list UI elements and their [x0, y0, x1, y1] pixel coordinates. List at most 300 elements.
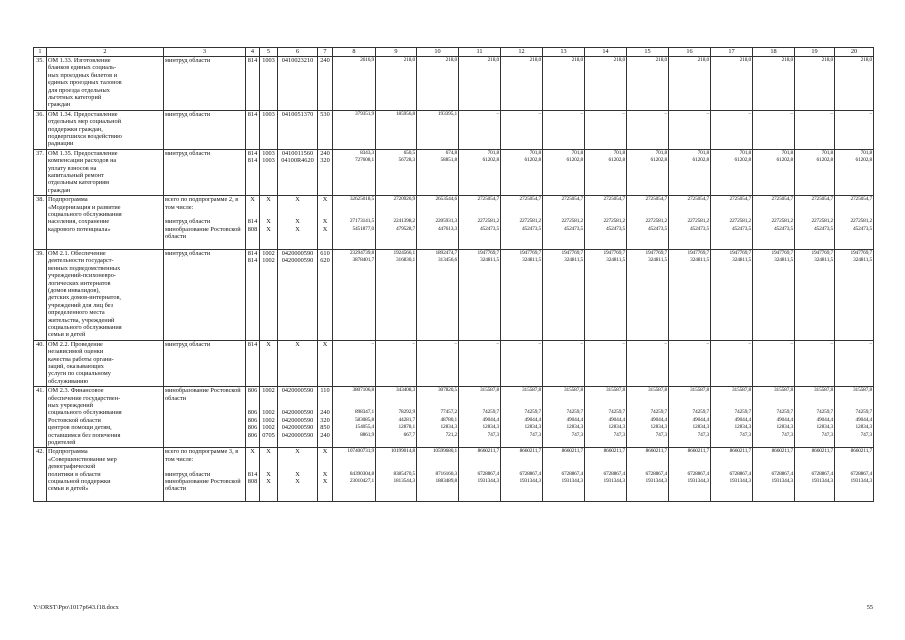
- column-header-14: 14: [585, 48, 627, 57]
- amount-value: 2272581,2: [645, 218, 667, 225]
- amount-value: 324811,5: [606, 257, 625, 264]
- amount-value: 324811,5: [648, 257, 667, 264]
- amount-value: 12834,3: [855, 424, 872, 431]
- row-number-text: 35.: [36, 57, 44, 64]
- amount-value: 218,0: [487, 57, 499, 63]
- code-value: X: [266, 340, 271, 348]
- amount-value: 1931344,3: [771, 477, 793, 484]
- measure-name-line: бланков единых социаль-: [48, 64, 117, 72]
- amount-value: 1931344,3: [477, 477, 499, 484]
- measure-name-line: демографической: [48, 463, 96, 471]
- amount-value: 218,0: [445, 57, 457, 63]
- amount-value: 193395,1: [437, 110, 457, 117]
- amount-value: 479528,7: [395, 225, 415, 232]
- code-value: 814: [247, 157, 258, 165]
- code-c5: [260, 249, 278, 340]
- measure-name: [47, 340, 164, 386]
- amount-value: 701,8: [487, 149, 499, 156]
- amount-value: 674,8: [445, 149, 457, 156]
- amount-value: 74259,7: [692, 409, 709, 416]
- column-header-10: 10: [417, 48, 459, 57]
- code-value: X: [295, 477, 300, 485]
- amount-value: 61202,8: [482, 157, 499, 164]
- amount-col-11: [459, 387, 501, 448]
- table-row: [34, 448, 874, 502]
- executor-text: минобразование Ростовской области: [165, 387, 241, 402]
- amount-col-14: [585, 57, 627, 111]
- code-value: 1003: [262, 57, 275, 64]
- measure-name-line: «Совершенствование мер: [48, 455, 117, 463]
- code-c5: [260, 57, 278, 111]
- amount-col-20: [835, 340, 874, 386]
- amount-col-11: [459, 196, 501, 250]
- amount-value: 49044,4: [855, 416, 872, 423]
- code-value: 814: [247, 249, 258, 257]
- row-number: [34, 387, 47, 448]
- executor-text: минтруд области: [165, 249, 211, 257]
- code-c5: [260, 110, 278, 149]
- amount-col-9: [376, 387, 417, 448]
- code-value: X: [295, 448, 300, 456]
- executor-text: всего по подпрограмме 2, в том числе:: [165, 196, 239, 211]
- amount-value: 324811,5: [522, 257, 541, 264]
- amount-value: –: [664, 110, 667, 117]
- amount-col-15: [627, 340, 669, 386]
- executor-text: минобразование Ростовской области: [165, 477, 241, 493]
- table-row: [34, 196, 874, 250]
- amount-col-20: [835, 249, 874, 340]
- executor: [164, 110, 246, 149]
- code-value: X: [295, 218, 300, 226]
- amount-value: 23294739,8: [349, 249, 374, 256]
- executor-text: минтруд области: [165, 57, 211, 64]
- amount-value: 6728867,4: [771, 470, 793, 477]
- measure-name: [47, 196, 164, 250]
- executor-text: минобразование Ростовской области: [165, 225, 241, 241]
- amount-value: 49044,4: [692, 416, 709, 423]
- amount-value: 1947769,7: [645, 249, 667, 256]
- amount-value: 701,8: [821, 149, 833, 156]
- code-value: 0410051370: [281, 110, 314, 118]
- code-value: 0420000590: [281, 257, 314, 265]
- amount-value: 107400731,9: [347, 448, 374, 455]
- amount-value: 315587,8: [479, 387, 499, 394]
- amount-value: 218,0: [739, 57, 751, 63]
- amount-value: 74259,7: [855, 409, 872, 416]
- amount-col-17: [711, 249, 753, 340]
- amount-col-12: [501, 249, 543, 340]
- amount-value: 315587,8: [731, 387, 751, 394]
- code-value: 1003: [262, 157, 275, 165]
- amount-value: 2725054,7: [850, 196, 872, 203]
- measure-name-line: капитальный ремонт: [48, 171, 104, 179]
- amount-value: 747,3: [529, 431, 541, 438]
- amount-value: 218,0: [781, 57, 793, 63]
- measure-name-line: определенного места: [48, 309, 105, 317]
- amount-col-15: [627, 196, 669, 250]
- column-number-header: [34, 48, 874, 57]
- amount-value: –: [412, 340, 415, 347]
- amount-col-14: [585, 110, 627, 149]
- measure-name-line: учреждений-психоневро-: [48, 272, 116, 280]
- code-c6: [278, 196, 318, 250]
- measure-name-line: родителей: [48, 438, 76, 446]
- measure-name-line: «Модернизация и развитие: [48, 203, 121, 211]
- amount-value: 12834,3: [482, 424, 499, 431]
- row-number-text: 38.: [36, 196, 44, 204]
- amount-value: 49044,4: [482, 416, 499, 423]
- measure-name-line: кадрового потенциала»: [48, 225, 111, 233]
- amount-value: 1931344,3: [687, 477, 709, 484]
- amount-value: 1947769,7: [519, 249, 541, 256]
- executor-text: всего по подпрограмме 3, в том числе:: [165, 448, 239, 463]
- amount-col-20: [835, 196, 874, 250]
- amount-value: 315587,8: [647, 387, 667, 394]
- amount-value: 315587,8: [852, 387, 872, 394]
- amount-value: 315587,8: [605, 387, 625, 394]
- code-c4: [246, 387, 260, 448]
- amount-value: 324811,5: [814, 257, 833, 264]
- column-header-18: 18: [753, 48, 795, 57]
- amount-value: 8660211,7: [811, 448, 833, 455]
- amount-col-9: [376, 57, 417, 111]
- amount-value: 8660211,7: [771, 448, 793, 455]
- amount-value: 6728867,4: [477, 470, 499, 477]
- code-value: 806: [247, 387, 258, 395]
- code-value: 1002: [262, 409, 275, 417]
- amount-value: 2725054,7: [729, 196, 751, 203]
- budget-table-container: [33, 47, 873, 502]
- amount-col-12: [501, 387, 543, 448]
- amount-value: 12834,3: [776, 424, 793, 431]
- amount-value: 701,8: [613, 149, 625, 156]
- amount-value: 74259,7: [776, 409, 793, 416]
- code-c4: [246, 149, 260, 195]
- amount-value: 218,0: [697, 57, 709, 63]
- code-value: 1002: [262, 249, 275, 257]
- code-value: X: [322, 470, 328, 478]
- code-value: 0420000590: [281, 424, 314, 432]
- code-value: X: [266, 470, 271, 478]
- amount-value: 701,8: [655, 149, 667, 156]
- amount-value: 1931344,3: [811, 477, 833, 484]
- amount-value: 701,8: [781, 149, 793, 156]
- code-value: X: [295, 196, 300, 204]
- amount-value: 324811,5: [564, 257, 583, 264]
- amount-value: 6728867,4: [811, 470, 833, 477]
- code-c7: [318, 57, 333, 111]
- table-row: [34, 149, 874, 195]
- amount-col-9: [376, 149, 417, 195]
- amount-value: 324811,5: [480, 257, 499, 264]
- measure-name-line: поддержки граждан,: [48, 125, 103, 133]
- amount-col-14: [585, 196, 627, 250]
- amount-value: –: [454, 340, 457, 347]
- code-value: 530: [320, 110, 330, 118]
- code-c4: [246, 110, 260, 149]
- amount-value: 12834,3: [734, 424, 751, 431]
- code-value: X: [295, 225, 300, 233]
- amount-value: 315587,8: [563, 387, 583, 394]
- code-c6: [278, 448, 318, 502]
- column-header-13: 13: [543, 48, 585, 57]
- amount-col-19: [795, 249, 835, 340]
- amount-value: 343408,3: [395, 387, 415, 394]
- amount-col-13: [543, 149, 585, 195]
- amount-col-20: [835, 57, 874, 111]
- amount-col-18: [753, 249, 795, 340]
- measure-name: [47, 387, 164, 448]
- code-c6: [278, 340, 318, 386]
- amount-value: 12834,3: [440, 424, 457, 431]
- code-c6: [278, 387, 318, 448]
- amount-value: –: [830, 340, 833, 347]
- code-value: 814: [247, 57, 258, 64]
- amount-value: 218,0: [529, 57, 541, 63]
- amount-value: 6728867,4: [850, 470, 872, 477]
- amount-value: 12834,3: [566, 424, 583, 431]
- column-header-4: 4: [246, 48, 260, 57]
- amount-value: 8660211,7: [850, 448, 872, 455]
- amount-col-19: [795, 149, 835, 195]
- amount-value: 218,0: [821, 57, 833, 63]
- column-header-1: 1: [34, 48, 47, 57]
- column-header-3: 3: [164, 48, 246, 57]
- row-number: [34, 149, 47, 195]
- amount-col-20: [835, 110, 874, 149]
- code-value: 320: [320, 416, 330, 424]
- amount-value: 56728,3: [398, 157, 415, 164]
- code-value: X: [250, 196, 255, 204]
- amount-value: –: [790, 340, 793, 347]
- amount-col-10: [417, 57, 459, 111]
- code-value: 0410011560: [281, 149, 314, 157]
- amount-value: 6728867,4: [729, 470, 751, 477]
- row-number-text: 41.: [36, 387, 44, 395]
- executor: [164, 196, 246, 250]
- executor: [164, 448, 246, 502]
- measure-name-line: социальной поддержки: [48, 477, 111, 485]
- measure-name-line: Ростовской области: [48, 416, 101, 424]
- code-value: X: [322, 225, 328, 233]
- code-value: 0420000590: [281, 416, 314, 424]
- amount-value: 747,3: [860, 431, 872, 438]
- code-value: 808: [247, 477, 258, 485]
- column-header-8: 8: [333, 48, 376, 57]
- amount-value: 2725054,7: [687, 196, 709, 203]
- measure-name-line: граждан: [48, 186, 71, 194]
- amount-value: –: [580, 110, 583, 117]
- amount-value: 77457,2: [440, 409, 457, 416]
- amount-value: 324811,5: [732, 257, 751, 264]
- amount-value: 701,8: [697, 149, 709, 156]
- amount-col-11: [459, 149, 501, 195]
- amount-value: 61202,8: [855, 157, 872, 164]
- amount-value: –: [748, 340, 751, 347]
- measure-name-line: подвергшихся воздействию: [48, 132, 122, 140]
- measure-name-line: обеспечение государствен-: [48, 394, 121, 402]
- amount-value: 154055,4: [354, 424, 374, 431]
- code-value: 320: [320, 157, 330, 165]
- amount-value: –: [371, 340, 374, 347]
- amount-col-10: [417, 387, 459, 448]
- code-c7: [318, 196, 333, 250]
- amount-value: 452473,5: [773, 225, 793, 232]
- column-header-17: 17: [711, 48, 753, 57]
- amount-col-18: [753, 149, 795, 195]
- amount-value: 185956,8: [395, 110, 415, 117]
- amount-col-10: [417, 448, 459, 502]
- code-c6: [278, 149, 318, 195]
- amount-value: 2653544,6: [435, 196, 457, 203]
- executor-text: [165, 409, 244, 416]
- amount-col-8: [333, 448, 376, 502]
- executor-text: [165, 417, 244, 424]
- amount-col-8: [333, 110, 376, 149]
- amount-value: 452473,5: [731, 225, 751, 232]
- measure-name-line: компенсации расходов на: [48, 157, 117, 165]
- amount-value: –: [830, 110, 833, 117]
- amount-value: 747,3: [655, 431, 667, 438]
- table-row: [34, 57, 874, 111]
- amount-col-9: [376, 340, 417, 386]
- amount-value: –: [496, 340, 499, 347]
- amount-value: 2725054,7: [519, 196, 541, 203]
- measure-name: [47, 448, 164, 502]
- amount-value: 1947769,7: [603, 249, 625, 256]
- measure-name-line: деятельности государст-: [48, 257, 114, 265]
- code-value: 806: [247, 431, 258, 439]
- amount-col-14: [585, 387, 627, 448]
- amount-value: 1947769,7: [561, 249, 583, 256]
- amount-col-16: [669, 57, 711, 111]
- amount-value: 747,3: [571, 431, 583, 438]
- amount-value: 8660211,7: [687, 448, 709, 455]
- amount-value: –: [748, 110, 751, 117]
- executor: [164, 387, 246, 448]
- amount-value: 6728867,4: [603, 470, 625, 477]
- code-c4: [246, 249, 260, 340]
- measure-name-line: ОМ 1.35. Предоставление: [48, 149, 118, 157]
- code-value: 1003: [262, 110, 275, 118]
- measure-name-line: жительства, учреждений: [48, 316, 115, 324]
- budget-table: [33, 47, 874, 502]
- amount-value: 747,3: [613, 431, 625, 438]
- executor-text: [165, 424, 244, 431]
- amount-value: 12878,1: [398, 424, 415, 431]
- amount-value: 747,3: [697, 431, 709, 438]
- code-value: 240: [320, 57, 330, 64]
- code-value: 1002: [262, 416, 275, 424]
- code-c7: [318, 149, 333, 195]
- code-value: 0705: [262, 431, 275, 439]
- amount-col-13: [543, 110, 585, 149]
- measure-name-line: услуги по социальному: [48, 370, 111, 378]
- row-number-text: 36.: [36, 110, 44, 118]
- measure-name-line: (домов инвалидов),: [48, 286, 100, 294]
- amount-value: 3878401,7: [352, 257, 374, 264]
- code-c7: [318, 387, 333, 448]
- amount-value: 27173141,5: [349, 218, 374, 225]
- executor: [164, 57, 246, 111]
- amount-col-13: [543, 448, 585, 502]
- amount-value: 49044,4: [566, 416, 583, 423]
- measure-name: [47, 149, 164, 195]
- amount-value: 701,8: [739, 149, 751, 156]
- amount-value: 8660211,7: [477, 448, 499, 455]
- amount-value: 2272581,2: [561, 218, 583, 225]
- amount-value: 701,8: [571, 149, 583, 156]
- amount-col-16: [669, 110, 711, 149]
- code-value: 814: [247, 218, 258, 226]
- measure-name-line: качества работы органи-: [48, 355, 114, 363]
- amount-value: 1947769,7: [729, 249, 751, 256]
- amount-col-12: [501, 448, 543, 502]
- row-number: [34, 448, 47, 502]
- amount-value: 49044,4: [734, 416, 751, 423]
- amount-value: –: [790, 110, 793, 117]
- amount-value: 58851,8: [440, 157, 457, 164]
- amount-value: 747,3: [487, 431, 499, 438]
- amount-value: 721,2: [445, 431, 457, 438]
- amount-value: 74259,7: [482, 409, 499, 416]
- table-row: [34, 249, 874, 340]
- measure-name-line: ных учреждений: [48, 401, 94, 409]
- row-number-text: 39.: [36, 249, 44, 257]
- code-value: X: [266, 448, 271, 456]
- amount-value: –: [538, 340, 541, 347]
- amount-col-17: [711, 196, 753, 250]
- amount-col-15: [627, 149, 669, 195]
- amount-value: –: [664, 340, 667, 347]
- amount-value: 74259,7: [816, 409, 833, 416]
- amount-value: 2272581,2: [687, 218, 709, 225]
- table-row: [34, 110, 874, 149]
- amount-col-17: [711, 448, 753, 502]
- amount-value: 12834,3: [608, 424, 625, 431]
- column-header-2: 2: [47, 48, 164, 57]
- row-number: [34, 340, 47, 386]
- amount-value: 2725054,7: [645, 196, 667, 203]
- amount-col-16: [669, 340, 711, 386]
- amount-col-10: [417, 340, 459, 386]
- measure-name-line: для проезда отдельных: [48, 86, 110, 94]
- executor: [164, 340, 246, 386]
- code-c6: [278, 57, 318, 111]
- amount-value: 61202,8: [776, 157, 793, 164]
- amount-value: 8343,3: [360, 149, 374, 156]
- amount-value: 667,7: [403, 431, 415, 438]
- measure-name-line: льготных категорий: [48, 93, 102, 101]
- executor-text: минтруд области: [165, 110, 211, 118]
- code-c5: [260, 340, 278, 386]
- amount-col-15: [627, 57, 669, 111]
- measure-name-line: венных подведомственных: [48, 264, 121, 272]
- code-value: 1002: [262, 387, 275, 395]
- amount-value: 315587,8: [689, 387, 709, 394]
- amount-col-9: [376, 448, 417, 502]
- code-value: 0420000590: [281, 249, 314, 257]
- amount-value: 6728867,4: [687, 470, 709, 477]
- amount-value: 1883489,8: [435, 477, 457, 484]
- measure-name-line: отдельным категориям: [48, 179, 110, 187]
- amount-value: 49044,4: [816, 416, 833, 423]
- amount-value: 218,0: [403, 57, 415, 63]
- code-value: 0410023210: [281, 57, 314, 64]
- executor: [164, 149, 246, 195]
- amount-col-11: [459, 249, 501, 340]
- code-value: 806: [247, 416, 258, 424]
